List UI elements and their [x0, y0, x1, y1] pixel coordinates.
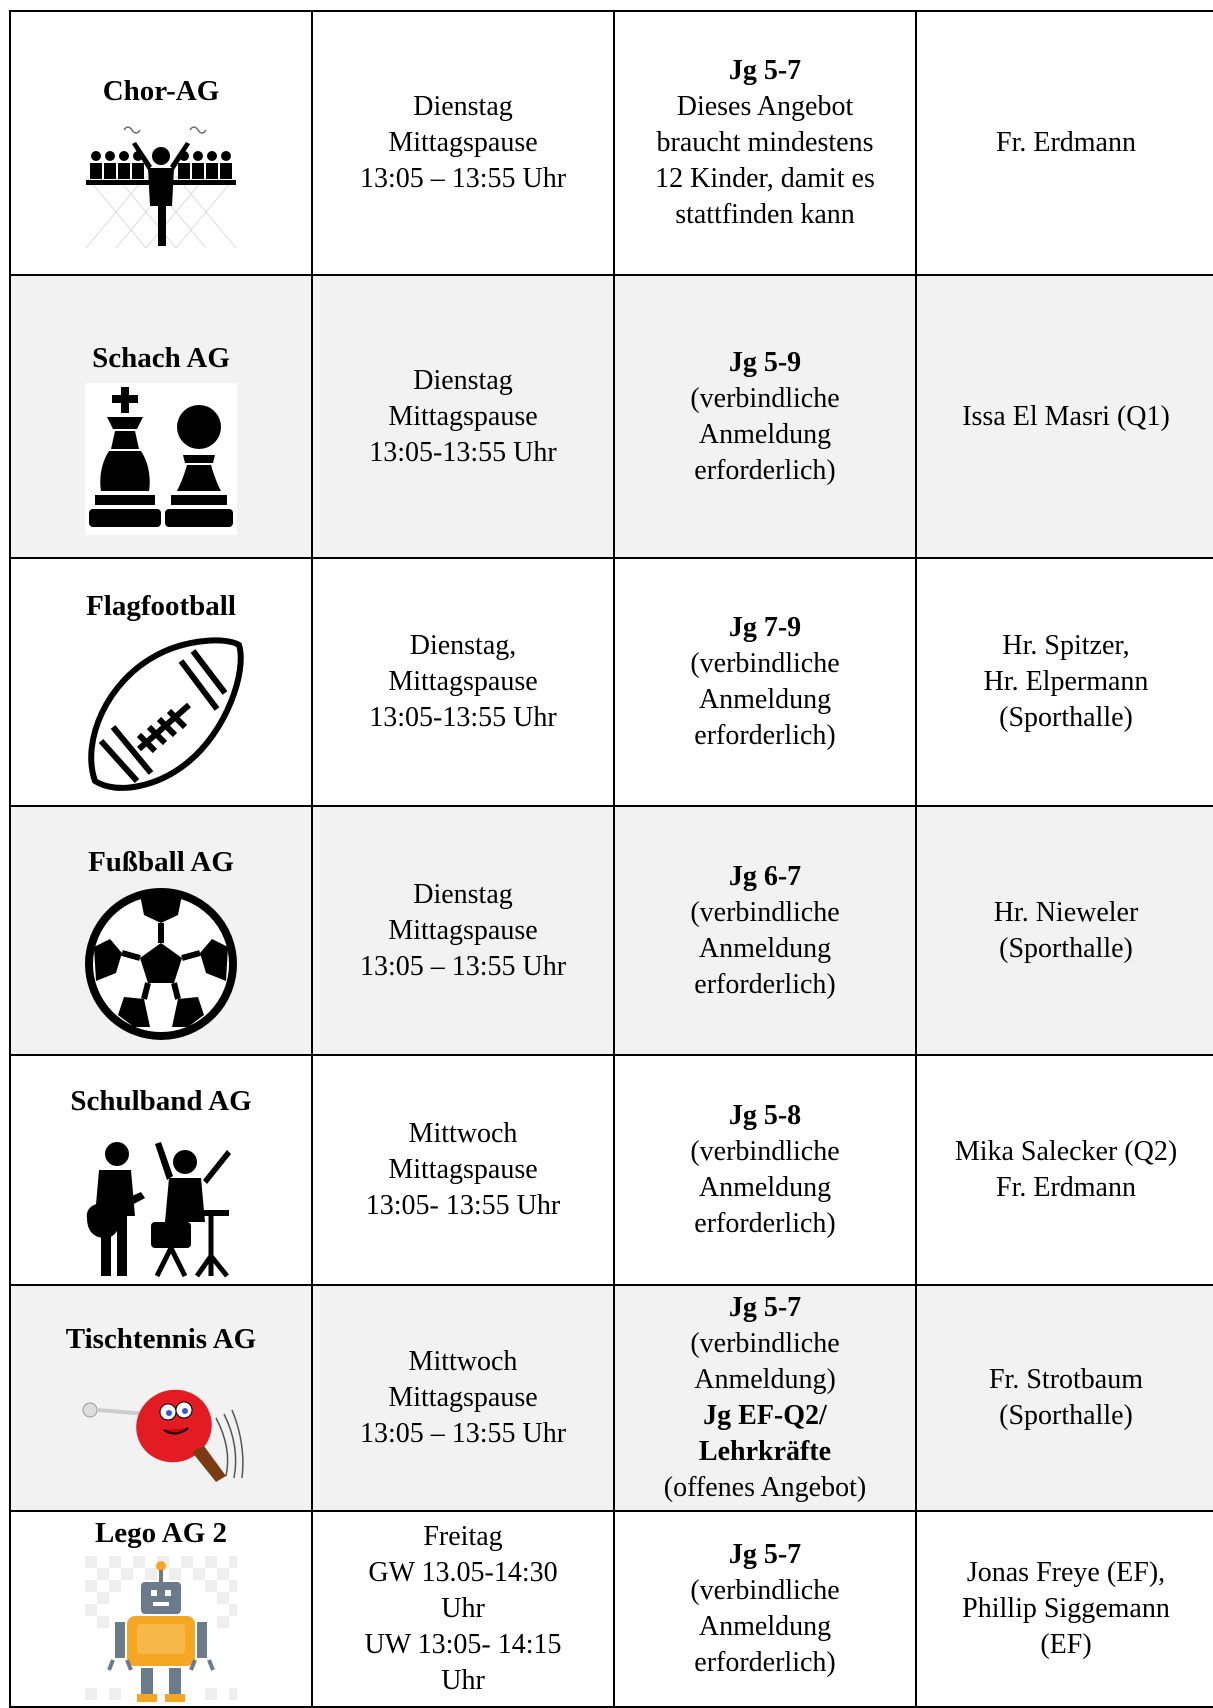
- table-row: [10, 1055, 1213, 1285]
- ag-leader: Hr. Spitzer,: [1002, 630, 1130, 661]
- ag-leader: Phillip Siggemann: [962, 1593, 1170, 1624]
- ag-grade: Lehrkräfte: [698, 1436, 832, 1467]
- ag-grade: Jg 5-8: [728, 1100, 802, 1131]
- table-tennis-paddle-icon: [76, 1378, 246, 1488]
- ag-note: Anmeldung: [698, 932, 832, 964]
- ag-name-cell: [10, 1055, 312, 1285]
- ag-grade: Jg 5-9: [728, 346, 802, 378]
- ag-audience-cell: [614, 806, 916, 1055]
- ag-time: Uhr: [441, 1665, 485, 1696]
- ag-schedule-table: [9, 10, 1213, 1708]
- ag-grade: Jg 5-7: [728, 55, 802, 86]
- ag-time: UW 13:05- 14:15: [364, 1629, 562, 1660]
- table-row: [10, 558, 1213, 806]
- ag-slot: Mittagspause: [388, 666, 538, 697]
- ag-time-cell: [312, 1055, 614, 1285]
- ag-day: Freitag: [423, 1521, 503, 1552]
- ag-name: Schach AG: [92, 341, 230, 374]
- band-guitar-drums-icon: [81, 1126, 241, 1278]
- ag-name-cell: [10, 1511, 312, 1707]
- ag-note: Anmeldung): [694, 1364, 836, 1395]
- ag-note: (verbindliche: [690, 896, 840, 928]
- ag-leader: (EF): [1040, 1629, 1092, 1660]
- ag-slot: Mittagspause: [388, 1154, 538, 1185]
- ag-leader-cell: [916, 806, 1213, 1055]
- ag-audience-cell: [614, 11, 916, 275]
- ag-slot: Mittagspause: [388, 914, 538, 946]
- choir-conductor-icon: [86, 116, 236, 248]
- ag-time-cell: [312, 558, 614, 806]
- ag-time: 13:05 – 13:55 Uhr: [359, 163, 567, 194]
- ag-note: Anmeldung: [698, 684, 832, 715]
- ag-note: Dieses Angebot: [676, 91, 854, 122]
- table-row: [10, 275, 1213, 558]
- ag-leader: (Sporthalle): [999, 1400, 1133, 1431]
- ag-note: (verbindliche: [690, 1136, 840, 1167]
- soccer-ball-icon: [84, 887, 238, 1041]
- ag-note: (verbindliche: [690, 382, 840, 414]
- ag-note: erforderlich): [694, 720, 836, 751]
- ag-leader-cell: [916, 1511, 1213, 1707]
- ag-time: 13:05-13:55 Uhr: [369, 702, 557, 733]
- ag-leader-cell: [916, 275, 1213, 558]
- ag-name: Lego AG 2: [94, 1517, 228, 1549]
- ag-audience-cell: [614, 1285, 916, 1511]
- ag-time-cell: [312, 1511, 614, 1707]
- ag-note: Anmeldung: [698, 1611, 832, 1642]
- ag-audience-cell: [614, 275, 916, 558]
- ag-time: 13:05 – 13:55 Uhr: [359, 1418, 567, 1449]
- ag-day: Mittwoch: [408, 1346, 518, 1377]
- ag-leader-cell: [916, 1055, 1213, 1285]
- ag-name-cell: [10, 1285, 312, 1511]
- ag-name: Fußball AG: [88, 845, 234, 878]
- ag-day: Dienstag: [413, 91, 513, 122]
- ag-time: GW 13.05-14:30: [368, 1557, 558, 1588]
- ag-leader: Fr. Erdmann: [996, 127, 1136, 158]
- ag-note: stattfinden kann: [675, 199, 855, 230]
- ag-grade: Jg 5-7: [728, 1292, 802, 1323]
- ag-audience-cell: [614, 1511, 916, 1707]
- ag-note: Anmeldung: [698, 1172, 832, 1203]
- ag-audience-cell: [614, 558, 916, 806]
- ag-grade: Jg 7-9: [728, 612, 802, 643]
- ag-leader: Fr. Strotbaum: [988, 1364, 1143, 1395]
- ag-name: Tischtennis AG: [65, 1323, 257, 1355]
- ag-day: Dienstag: [413, 364, 513, 396]
- robot-icon: [85, 1556, 237, 1706]
- ag-grade: Jg 6-7: [728, 860, 802, 892]
- ag-time: 13:05 – 13:55 Uhr: [359, 950, 567, 982]
- ag-day: Dienstag,: [409, 630, 517, 661]
- ag-name: Chor-AG: [102, 75, 220, 107]
- ag-time: 13:05-13:55 Uhr: [369, 436, 557, 468]
- ag-audience-cell: [614, 1055, 916, 1285]
- ag-leader: (Sporthalle): [999, 932, 1133, 964]
- ag-note: (verbindliche: [690, 648, 840, 679]
- ag-name-cell: [10, 806, 312, 1055]
- ag-slot: Mittagspause: [388, 400, 538, 432]
- ag-name-cell: [10, 11, 312, 275]
- american-football-icon: [77, 631, 245, 803]
- table-row: [10, 1285, 1213, 1511]
- ag-leader: Fr. Erdmann: [996, 1172, 1136, 1203]
- ag-note: erforderlich): [694, 454, 836, 486]
- ag-name: Flagfootball: [86, 590, 236, 622]
- ag-time-cell: [312, 11, 614, 275]
- ag-time: 13:05- 13:55 Uhr: [365, 1190, 561, 1221]
- ag-leader: (Sporthalle): [999, 702, 1133, 733]
- ag-leader: Hr. Elpermann: [983, 666, 1149, 697]
- ag-grade: Jg EF-Q2/: [703, 1400, 827, 1431]
- ag-leader: Hr. Nieweler: [993, 896, 1139, 928]
- ag-leader-cell: [916, 11, 1213, 275]
- ag-name-cell: [10, 558, 312, 806]
- table-row: [10, 11, 1213, 275]
- ag-leader: Jonas Freye (EF),: [966, 1557, 1166, 1588]
- ag-leader: Issa El Masri (Q1): [962, 400, 1170, 432]
- ag-note: (offenes Angebot): [663, 1472, 867, 1503]
- ag-slot: Mittagspause: [388, 127, 538, 158]
- ag-note: erforderlich): [694, 1647, 836, 1678]
- ag-time-cell: [312, 806, 614, 1055]
- ag-time-cell: [312, 1285, 614, 1511]
- table-row: [10, 1511, 1213, 1707]
- chess-pieces-icon: [85, 383, 237, 535]
- ag-note: (verbindliche: [690, 1328, 840, 1359]
- ag-time: Uhr: [441, 1593, 485, 1624]
- ag-note: erforderlich): [694, 968, 836, 1000]
- ag-slot: Mittagspause: [388, 1382, 538, 1413]
- ag-leader-cell: [916, 1285, 1213, 1511]
- ag-day: Mittwoch: [408, 1118, 518, 1149]
- ag-leader-cell: [916, 558, 1213, 806]
- ag-time-cell: [312, 275, 614, 558]
- ag-note: braucht mindestens: [656, 127, 874, 158]
- ag-grade: Jg 5-7: [728, 1539, 802, 1570]
- ag-note: (verbindliche: [690, 1575, 840, 1606]
- ag-name-cell: [10, 275, 312, 558]
- table-row: [10, 806, 1213, 1055]
- ag-note: 12 Kinder, damit es: [655, 163, 875, 194]
- ag-leader: Mika Salecker (Q2): [954, 1136, 1178, 1167]
- ag-note: Anmeldung: [698, 418, 832, 450]
- ag-name: Schulband AG: [70, 1085, 252, 1117]
- ag-day: Dienstag: [413, 878, 513, 910]
- ag-note: erforderlich): [694, 1208, 836, 1239]
